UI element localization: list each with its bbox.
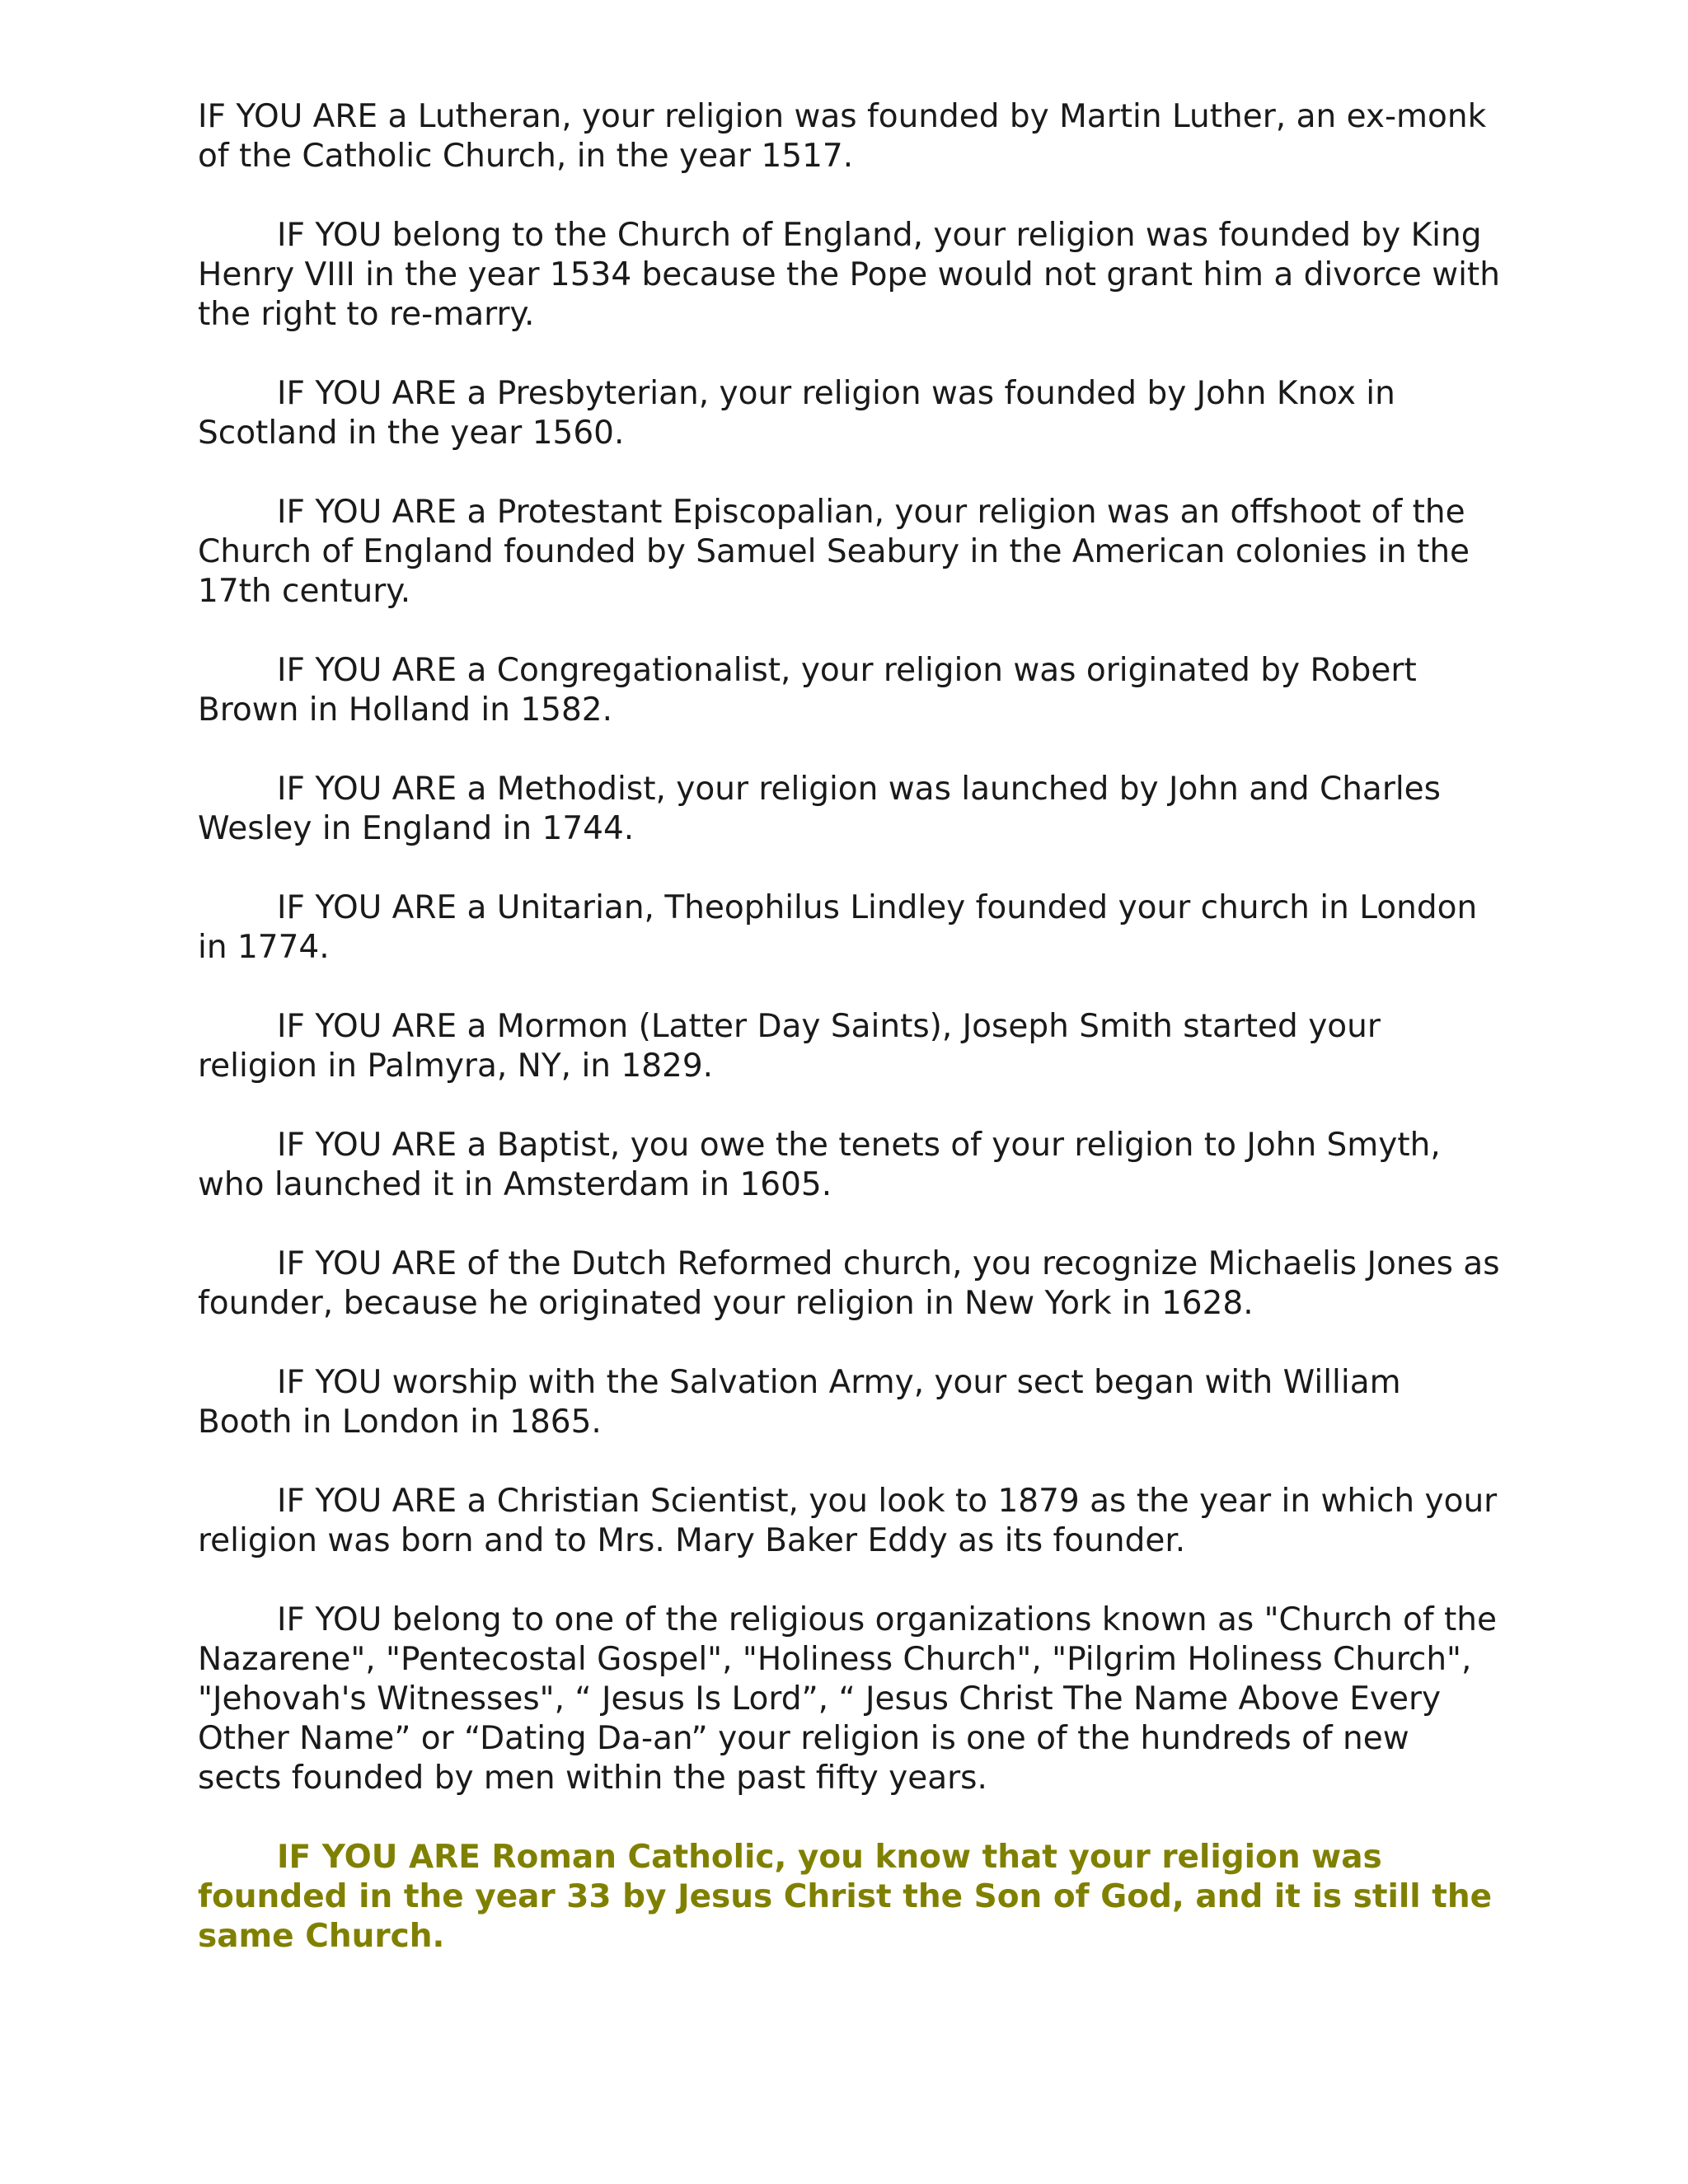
- paragraph-baptist: IF YOU ARE a Baptist, you owe the tenets of your religion to John Smyth, who launched it in Amsterdam in 1605.: [198, 1127, 1441, 1203]
- paragraph-dutch-reformed: IF YOU ARE of the Dutch Reformed church, you recognize Michaelis Jones as founder, because he originated your religion in New York in 1628.: [198, 1245, 1500, 1322]
- paragraph-mormon: IF YOU ARE a Mormon (Latter Day Saints), Joseph Smith started your religion in Palmyra, NY, in 1829.: [198, 1008, 1381, 1085]
- paragraph-congregationalist: IF YOU ARE a Congregationalist, your religion was originated by Robert Brown in Holland in 1582.: [198, 652, 1417, 729]
- paragraph-christian-scientist: IF YOU ARE a Christian Scientist, you look to 1879 as the year in which your religion was born and to Mrs. Mary Baker Eddy as its founder.: [198, 1483, 1498, 1559]
- paragraph-methodist: IF YOU ARE a Methodist, your religion was launched by John and Charles Wesley in England in 1744.: [198, 771, 1441, 847]
- paragraph-lutheran: IF YOU ARE a Lutheran, your religion was founded by Martin Luther, an ex-monk of the Catholic Church, in the year 1517.: [198, 98, 1487, 175]
- paragraph-new-sects: IF YOU belong to one of the religious organizations known as "Church of the Nazarene", "Pentecostal Gospel", "Holiness Church", "Pilgrim Holiness Church", "Jehovah's Witnesses", “ Jesus Is Lord”, “ Jesus Christ The Name Above Every Other Name” or “Dating Da-an” your religion is one of the hundreds of new sects founded by men within the past fifty years.: [198, 1601, 1497, 1797]
- paragraph-unitarian: IF YOU ARE a Unitarian, Theophilus Lindley founded your church in London in 1774.: [198, 889, 1478, 966]
- document-page: [198, 97, 1500, 1996]
- paragraph-presbyterian: IF YOU ARE a Presbyterian, your religion was founded by John Knox in Scotland in the year 1560.: [198, 375, 1395, 452]
- paragraph-salvation-army: IF YOU worship with the Salvation Army, your sect began with William Booth in London in 1865.: [198, 1364, 1401, 1441]
- paragraph-roman-catholic: IF YOU ARE Roman Catholic, you know that your religion was founded in the year 33 by Jesus Christ the Son of God, and it is still the same Church.: [198, 1839, 1493, 1955]
- paragraph-church-of-england: IF YOU belong to the Church of England, your religion was founded by King Henry VIII in the year 1534 because the Pope would not grant him a divorce with the right to re-marry.: [198, 217, 1500, 333]
- paragraph-episcopalian: IF YOU ARE a Protestant Episcopalian, your religion was an offshoot of the Church of England founded by Samuel Seabury in the American colonies in the 17th century.: [198, 494, 1470, 610]
